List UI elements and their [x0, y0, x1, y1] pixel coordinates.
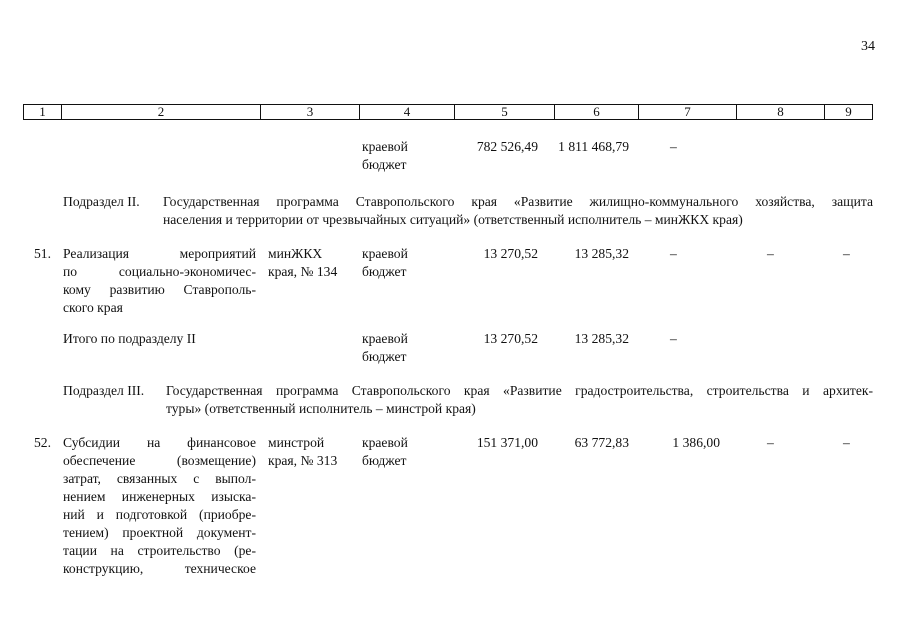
total-2-col6: 13 285,32	[574, 331, 629, 346]
total-2-col5: 13 270,52	[483, 331, 538, 346]
column-header-4: 4	[360, 105, 455, 119]
subsection-2-label: Подраздел II.	[63, 194, 140, 209]
column-header-6: 6	[555, 105, 639, 119]
row-51-col7: –	[670, 246, 677, 261]
row-52-col7: 1 386,00	[672, 435, 720, 450]
row-51-number: 51.	[34, 246, 51, 261]
carry-row-source: краевой бюджет	[362, 139, 408, 172]
row-51-col8: –	[767, 246, 774, 261]
row-52-number: 52.	[34, 435, 51, 450]
row-51-col6: 13 285,32	[574, 246, 629, 261]
row-52-col5: 151 371,00	[476, 435, 538, 450]
column-header-1: 1	[24, 105, 62, 119]
column-header-7: 7	[639, 105, 737, 119]
row-52-executor: минстрой края, № 313	[268, 435, 338, 468]
subsection-3-label: Подраздел III.	[63, 383, 145, 398]
row-52-col6: 63 772,83	[574, 435, 629, 450]
column-header-5: 5	[455, 105, 555, 119]
carry-row-col5: 782 526,49	[476, 139, 538, 154]
row-52-col8: –	[767, 435, 774, 450]
subsection-2-title-line2: населения и территории от чрезвычайных ситуаций» (ответственный исполнитель – минЖКХ края)	[163, 212, 743, 227]
column-header-9: 9	[845, 104, 852, 119]
subsection-3-title-line1: Государственная программа Ставропольского края «Развитие градостроительства, строительства и архитек-	[166, 383, 873, 398]
column-header-row	[23, 104, 873, 120]
row-51-executor: минЖКХ края, № 134	[268, 246, 338, 279]
page-number: 34	[861, 39, 875, 54]
subsection-2-title-line1: Государственная программа Ставропольского края «Развитие жилищно-коммунального хозяйства, защита	[163, 194, 873, 209]
carry-row-col7: –	[670, 139, 677, 154]
row-52-description: Субсидии на финансовое обеспечение (возмещение) затрат, связанных с выпол- нением инженерных изыска- ний и подготовкой (приобре- тением) проектной документ- тации на строительство (ре- конструкцию, техническое	[63, 435, 256, 576]
row-52-col9: –	[843, 435, 850, 450]
row-51-col5: 13 270,52	[483, 246, 538, 261]
column-header-2: 2	[62, 105, 261, 119]
total-2-label: Итого по подразделу II	[63, 331, 196, 346]
total-2-col7: –	[670, 331, 677, 346]
subsection-3-title-line2: туры» (ответственный исполнитель – минстрой края)	[166, 401, 476, 416]
column-header-8: 8	[737, 105, 825, 119]
row-51-col9: –	[843, 246, 850, 261]
total-2-source: краевой бюджет	[362, 331, 408, 364]
carry-row-col6: 1 811 468,79	[558, 139, 629, 154]
row-52-source: краевой бюджет	[362, 435, 408, 468]
row-51-description: Реализация мероприятий по социально-экономичес- кому развитию Ставрополь- ского края	[63, 246, 256, 315]
row-51-source: краевой бюджет	[362, 246, 408, 279]
column-header-3: 3	[261, 105, 360, 119]
